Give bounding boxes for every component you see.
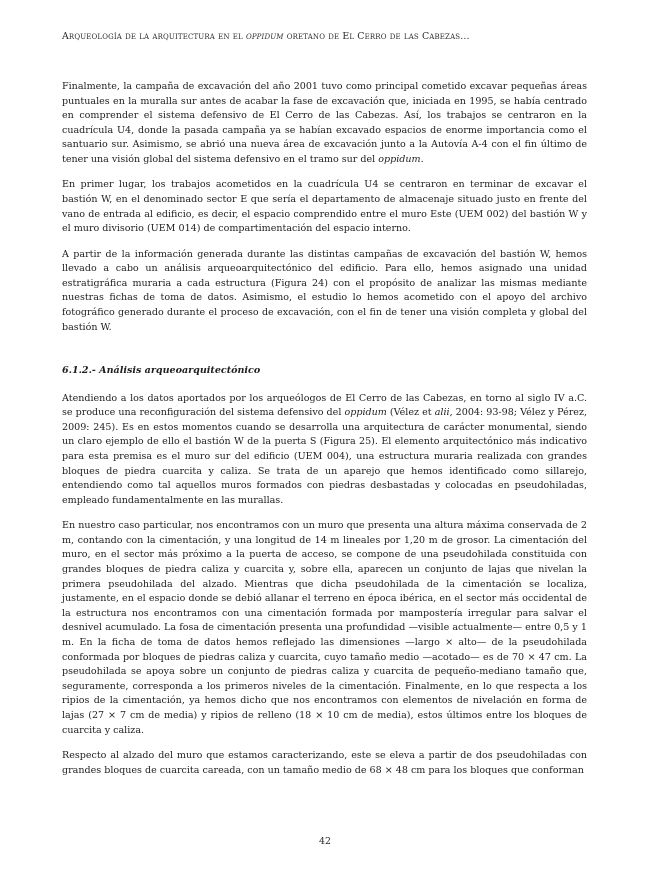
paragraph-text: Atendiendo a los datos aportados por los arqueólogos de El Cerro de las Cabezas, en torno al siglo IV a.C. se produce una reconfiguración del sistema defensivo del [62, 392, 587, 419]
italic-term: alii [434, 407, 450, 419]
section-heading: 6.1.2.- Análisis arqueoarquitectónico [62, 365, 261, 377]
paragraph: Respecto al alzado del muro que estamos caracterizando, este se eleva a partir de dos pseudohiladas con grandes bloques de cuarcita careada, con un tamaño medio de 68 × 48 cm para los bloques que conforman [62, 749, 587, 776]
paragraph [62, 392, 587, 509]
paragraph-text: , 2004: 93-98; Vélez y Pérez, 2009: 245). Es en estos momentos cuando se desarrolla una arquitectura de carácter monumental, siendo un claro ejemplo de ello el bastión W de la puerta S (Figura 25). El elemento arquitectónico más indicativo para esta premisa es el muro sur del edificio (UEM 004), una estructura muraria realizada con grandes bloques de piedra cuarcita y caliza. Se trata de un aparejo que hemos identificado como sillarejo, entendiendo como tal aquellos muros formados con piedras desbastadas y colocadas en pseudohiladas, empleado fundamentalmente en las murallas. [62, 407, 588, 506]
running-header-italic: oppidum [245, 31, 284, 42]
running-header [62, 31, 592, 42]
body-text [62, 80, 587, 789]
paragraph: En nuestro caso particular, nos encontramos con un muro que presenta una altura máxima conservada de 2 m, contando con la cimentación, y una longitud de 14 m lineales por 1,20 m de grosor. La cimentación del muro, en el sector más próximo a la puerta de acceso, se compone de una pseudohilada constituida con grandes bloques de piedra caliza y cuarcita y, sobre ella, aparecen un conjunto de lajas que nivelan la primera pseudohilada del alzado. Mientras que dicha pseudohilada de la cimentación se localiza, justamente, en el espacio donde se debió allanar el terreno en época ibérica, en el sector más occidental de la estructura nos encontramos con una cimentación formada por mampostería irregular para salvar el desnivel acumulado. La fosa de cimentación presenta una profundidad —visible actualmente— entre 0,5 y 1 m. En la ficha de toma de datos hemos reflejado las dimensiones —largo × alto— de la pseudohilada conformada por bloques de piedras caliza y cuarcita, cuyo tamaño medio —acotado— es de 70 × 47 cm. La pseudohilada se apoya sobre un conjunto de piedras caliza y cuarcita de pequeño-mediano tamaño que, seguramente, corresponda a los primeros niveles de la cimentación. Finalmente, en lo que respecta a los ripios de la cimentación, ya hemos dicho que nos encontramos con elementos de nivelación en forma de lajas (27 × 7 cm de media) y ripios de relleno (18 × 10 cm de media), estos últimos entre los bloques de cuarcita y caliza. [62, 520, 587, 736]
italic-term: oppidum [378, 153, 421, 165]
paragraph: A partir de la información generada durante las distintas campañas de excavación del bastión W, hemos llevado a cabo un análisis arqueoarquitectónico del edificio. Para ello, hemos asignado una unidad estratigráfica muraria a cada estructura (Figura 24) con el propósito de analizar las mismas mediante nuestras fichas de toma de datos. Asimismo, el estudio lo hemos acometido con el apoyo del archivo fotográfico generado durante el proceso de excavación, con el fin de tener una visión completa y global del bastión W. [62, 248, 587, 333]
paragraph-text: . [420, 153, 424, 165]
running-header-text-end: oretano de El Cerro de las Cabezas... [283, 31, 470, 42]
paragraph [62, 80, 587, 168]
running-header-text: Arqueología de la arquitectura en el [62, 31, 246, 42]
italic-term: oppidum [344, 407, 387, 419]
paragraph: En primer lugar, los trabajos acometidos en la cuadrícula U4 se centraron en terminar de excavar el bastión W, en el denominado sector E que sería el departamento de almacenaje situado justo en frente del vano de entrada al edificio, es decir, el espacio comprendido entre el muro Este (UEM 002) del bastión W y el muro divisorio (UEM 014) de compartimentación del espacio interno. [62, 179, 587, 235]
paragraph-text: (Vélez et [386, 407, 435, 419]
paragraph-text: Finalmente, la campaña de excavación del año 2001 tuvo como principal cometido excavar pequeñas áreas puntuales en la muralla sur antes de acabar la fase de excavación que, iniciada en 1995, se había centrado en comprender el sistema defensivo de El Cerro de las Cabezas. Así, los trabajos se centraron en la cuadrícula U4, donde la pasada campaña ya se habían excavado espacios de enorme importancia como el santuario sur. Asimismo, se abrió una nueva área de excavación junto a la Autovía A-4 con el fin último de tener una visión global del sistema defensivo en el tramo sur del [62, 81, 587, 165]
page-number: 42 [319, 836, 331, 847]
